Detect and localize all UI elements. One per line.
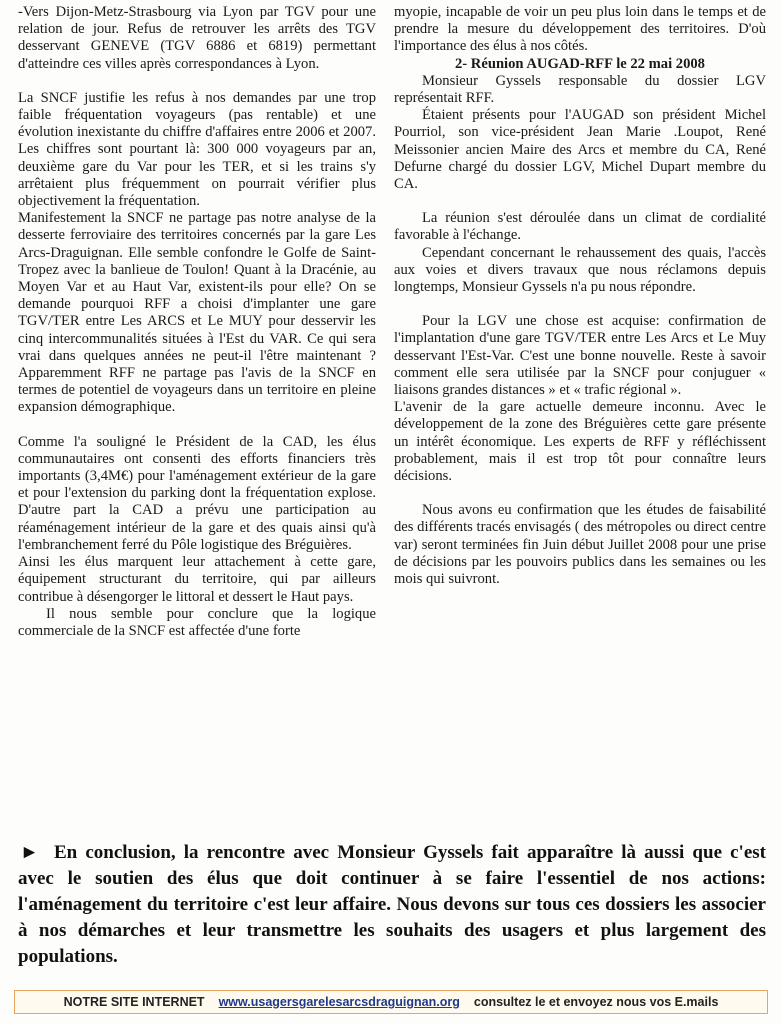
paragraph: Monsieur Gyssels responsable du dossier LGV représentait RFF. <box>394 72 766 107</box>
paragraph: Pour la LGV une chose est acquise: confirmation de l'implantation d'une gare TGV/TER entre Les Arcs et Le Muy desservant l'Est-Var. C'est une bonne nouvelle. Reste à savoir comment elle sera utilisée par la SNCF pour conjuguer « liaisons grandes distances » et « trafic régional ». <box>394 313 766 399</box>
paragraph: La SNCF justifie les refus à nos demandes par une trop faible fréquentation voyageurs (pas rentable) et une évolution inexistante du chiffre d'affaires entre 2006 et 2007. Les chiffres sont pourtant là: 300 000 voyageurs par an, deuxième gare du Var pour les TER, et si les trains s'y arrêtaient plus fréquemment on pourrait vérifier plus objectivement la fréquentation. <box>18 89 376 210</box>
paragraph: myopie, incapable de voir un peu plus loin dans le temps et de prendre la mesure du développement des territoires. D'où l'importance des élus à nos côtés. <box>394 4 766 55</box>
section-heading: 2- Réunion AUGAD-RFF le 22 mai 2008 <box>455 55 705 72</box>
paragraph: Manifestement la SNCF ne partage pas notre analyse de la desserte ferroviaire des territoires concernés par la gare Les Arcs-Draguignan. Elle semble confondre le Golfe de Saint-Tropez avec la banlieue de Toulon! Quant à la Dracénie, au Moyen Var et au Haut Var, existent-ils pour elle? On se demande pourquoi RFF a choisi d'implanter une gare TGV/TER entre Les ARCS et Le MUY pour desservir les cinq intercommunalités situées à l'Est du VAR. Ce qui sera vrai dans quelques années ne peut-il l'être maintenant ? Apparemment RFF ne partage pas l'avis de la SNCF en termes de potentiel de voyageurs dans un territoire en pleine expansion démographique. <box>18 210 376 416</box>
paragraph: Il nous semble pour conclure que la logique commerciale de la SNCF est affectée d'une forte <box>18 605 376 639</box>
right-column <box>394 4 766 588</box>
conclusion-block <box>18 840 766 970</box>
arrow-bullet-icon: ► <box>20 842 39 863</box>
footer-cta: consultez le et envoyez nous vos E.mails <box>473 995 719 1009</box>
website-link[interactable]: www.usagersgarelesarcsdraguignan.org <box>218 995 460 1009</box>
paragraph: L'avenir de la gare actuelle demeure inconnu. Avec le développement de la zone des Bréguières cette gare présente un intérêt économique. Les experts de RFF y réfléchissent probablement, mais il est trop tôt pour connaître leurs décisions. <box>394 399 766 485</box>
paragraph: Comme l'a souligné le Président de la CAD, les élus communautaires ont consenti des efforts financiers très importants (3,4M€) pour l'aménagement extérieur de la gare et pour l'extension du parking dont la fréquentation explose. D'autre part la CAD a prévu une participation au réaménagement intérieur de la gare et des quais ainsi qu'à l'embranchement ferré du Pôle logistique des Bréguières. <box>18 433 376 553</box>
footer-label: NOTRE SITE INTERNET <box>63 995 205 1009</box>
conclusion-text: En conclusion, la rencontre avec Monsieur Gyssels fait apparaître là aussi que c'est avec le soutien des élus que doit continuer à se faire l'essentiel de nos actions: l'aménagement du territoire c'est leur affaire. Nous devons sur tous ces dossiers les associer à nos démarches et leur transmettre les souhaits des usagers et plus largement des populations. <box>18 842 766 967</box>
paragraph: Ainsi les élus marquent leur attachement à cette gare, équipement structurant du territoire, qui par ailleurs contribue à désengorger le littoral et dessert le Haut pays. <box>18 554 376 605</box>
paragraph: Étaient présents pour l'AUGAD son président Michel Pourriol, son vice-président Jean Marie .Loupot, René Meissonier ancien Maire des Arcs et membre du CA, René Defurne chargé du dossier LGV, Michel Dupart membre du CA. <box>394 107 766 193</box>
paragraph: Nous avons eu confirmation que les études de faisabilité des différents tracés envisagés ( des métropoles ou direct centre var) seront terminées fin Juin début Juillet 2008 pour une prise de décisions par les pouvoirs publics dans les semaines ou les mois qui suivront. <box>394 502 766 588</box>
paragraph: La réunion s'est déroulée dans un climat de cordialité favorable à l'échange. <box>394 210 766 244</box>
paragraph: Cependant concernant le rehaussement des quais, l'accès aux voies et divers travaux que nous réclamons depuis longtemps, Monsieur Gyssels n'a pu nous répondre. <box>394 244 766 296</box>
paragraph: -Vers Dijon-Metz-Strasbourg via Lyon par TGV pour une relation de jour. Refus de retrouver les arrêts des TGV desservant GENEVE (TGV 6886 et 6819) permettant d'atteindre ces villes après correspondances à Lyon. <box>18 4 376 72</box>
left-column <box>18 4 376 640</box>
footer-banner <box>14 990 768 1014</box>
